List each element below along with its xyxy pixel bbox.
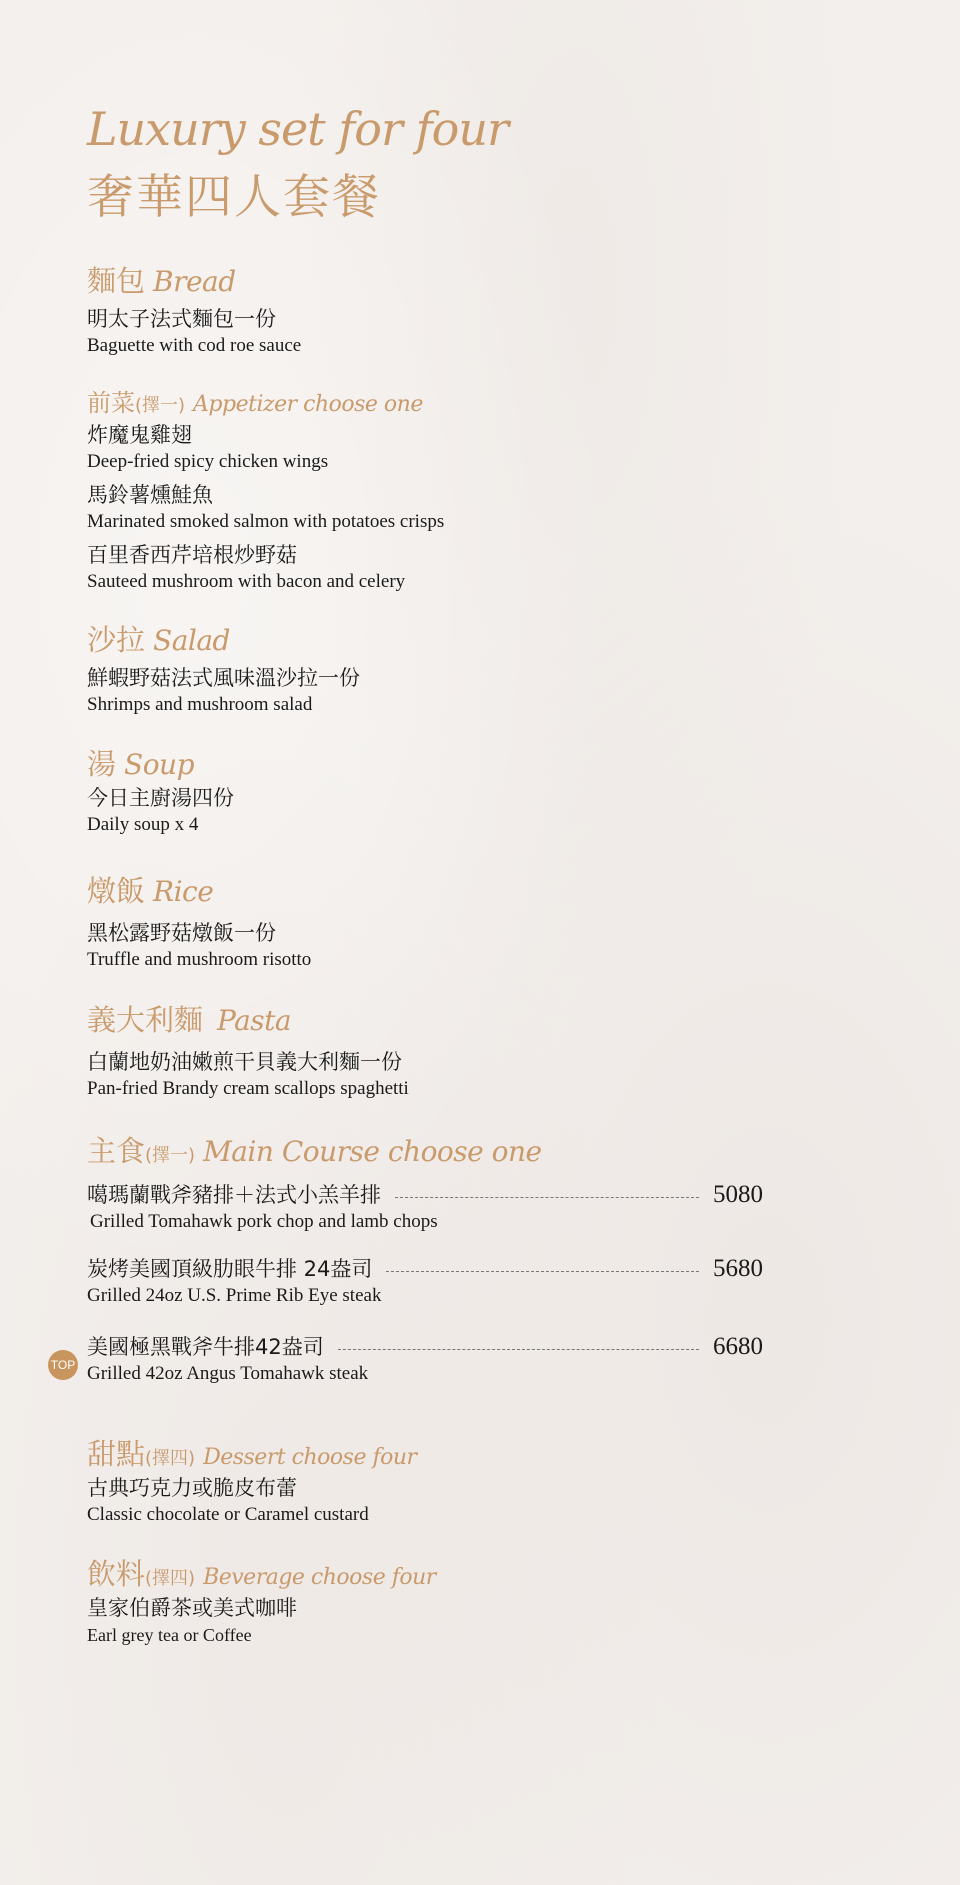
- item-name-zh: 噶瑪蘭戰斧豬排＋法式小羔羊排: [87, 1183, 381, 1207]
- item-name-zh: 鮮蝦野菇法式風味溫沙拉一份: [87, 666, 360, 690]
- top-badge: TOP: [48, 1350, 78, 1380]
- item-name-en: Grilled 24oz U.S. Prime Rib Eye steak: [87, 1285, 382, 1306]
- dotted-leader: [338, 1349, 699, 1350]
- section-bread: [87, 259, 301, 358]
- section-note: (擇四): [145, 1448, 196, 1469]
- item-name-zh: 白蘭地奶油嫩煎干貝義大利麵一份: [87, 1050, 402, 1074]
- item-price: 5680: [713, 1255, 763, 1282]
- item-name-en: Grilled Tomahawk pork chop and lamb chops: [90, 1211, 438, 1232]
- section-title-en: Appetizer choose one: [193, 392, 423, 417]
- menu-item: [87, 1254, 763, 1308]
- item-name-en: Classic chocolate or Caramel custard: [87, 1504, 369, 1525]
- item-name-zh: 今日主廚湯四份: [87, 786, 234, 810]
- item-name-zh: 皇家伯爵茶或美式咖啡: [87, 1596, 297, 1620]
- item-price-row: [87, 1180, 763, 1210]
- item-name-en: Grilled 42oz Angus Tomahawk steak: [87, 1363, 369, 1384]
- section-title-zh: 甜點: [87, 1437, 146, 1471]
- section-title-en: Dessert choose four: [203, 1445, 417, 1470]
- section-header: [87, 1432, 417, 1473]
- section-beverage: [87, 1552, 436, 1647]
- section-title-en: Pasta: [217, 1004, 292, 1037]
- dotted-leader: [395, 1197, 699, 1198]
- menu-item: [87, 304, 301, 358]
- section-title-zh: 沙拉: [87, 623, 146, 657]
- section-header: [87, 998, 409, 1039]
- menu-item: [87, 1180, 763, 1234]
- item-name-en: Baguette with cod roe sauce: [87, 335, 302, 356]
- item-name-zh: 炭烤美國頂級肋眼牛排 24盎司: [87, 1257, 373, 1281]
- item-name-zh: 古典巧克力或脆皮布蕾: [87, 1476, 297, 1500]
- section-title-zh: 燉飯: [87, 874, 146, 908]
- section-title-en: Soup: [124, 748, 195, 781]
- section-title-en: Rice: [153, 875, 214, 908]
- section-header: [87, 383, 444, 418]
- item-price: 5080: [713, 1181, 763, 1208]
- item-name-zh: 炸魔鬼雞翅: [87, 423, 192, 447]
- section-note: (擇一): [145, 1145, 196, 1166]
- item-name-en: Truffle and mushroom risotto: [87, 949, 312, 970]
- item-name-en: Pan-fried Brandy cream scallops spaghetti: [87, 1078, 409, 1099]
- section-soup: [87, 742, 234, 837]
- item-name-en: Marinated smoked salmon with potatoes crisps: [87, 511, 445, 532]
- section-title-en: Salad: [153, 624, 230, 657]
- menu-item: [87, 1047, 409, 1101]
- section-note: (擇一): [135, 395, 186, 416]
- item-name-en: Daily soup x 4: [87, 814, 199, 835]
- section-header: [87, 869, 311, 910]
- section-title-zh: 義大利麵: [87, 1003, 204, 1037]
- menu-item: [87, 420, 444, 474]
- section-title-zh: 飲料: [87, 1557, 146, 1591]
- section-header: [87, 1552, 436, 1593]
- item-name-en: Deep-fried spicy chicken wings: [87, 451, 329, 472]
- section-header: [87, 259, 301, 300]
- item-name-zh: 百里香西芹培根炒野菇: [87, 543, 297, 567]
- menu-item: [87, 918, 311, 972]
- menu-item: [87, 1593, 436, 1647]
- item-name-zh: 黑松露野菇燉飯一份: [87, 921, 276, 945]
- section-pasta: [87, 998, 409, 1101]
- section-title-zh: 前菜: [87, 389, 135, 417]
- item-price-row: [87, 1332, 763, 1362]
- section-salad: [87, 618, 360, 717]
- item-price-row: [87, 1254, 763, 1284]
- section-header: [87, 618, 360, 659]
- section-rice: [87, 869, 311, 972]
- item-name-en: Shrimps and mushroom salad: [87, 694, 313, 715]
- item-name-zh: 明太子法式麵包一份: [87, 307, 276, 331]
- item-price: 6680: [713, 1333, 763, 1360]
- dotted-leader: [386, 1271, 699, 1272]
- section-title-zh: 湯: [87, 747, 117, 781]
- section-header: [87, 1129, 763, 1170]
- section-main-course: [87, 1129, 763, 1386]
- section-header: [87, 742, 234, 783]
- section-title-en: Main Course choose one: [203, 1135, 542, 1168]
- menu-item: [87, 540, 444, 594]
- menu-item: [87, 1473, 417, 1527]
- item-name-zh: 美國極黑戰斧牛排42盎司: [87, 1335, 324, 1359]
- section-title-zh: 麵包: [87, 264, 146, 298]
- section-dessert: [87, 1432, 417, 1527]
- item-name-zh: 馬鈴薯燻鮭魚: [87, 483, 213, 507]
- section-note: (擇四): [145, 1568, 196, 1589]
- section-appetizer: [87, 383, 444, 594]
- item-name-en: Sauteed mushroom with bacon and celery: [87, 571, 406, 592]
- section-title-en: Bread: [153, 265, 236, 298]
- section-title-en: Beverage choose four: [203, 1565, 436, 1590]
- menu-item: [87, 783, 234, 837]
- item-name-en: Earl grey tea or Coffee: [87, 1625, 252, 1645]
- menu-item: [87, 480, 444, 534]
- menu-title-zh: 奢華四人套餐: [87, 170, 381, 225]
- section-title-zh: 主食: [87, 1134, 146, 1168]
- menu-item: [87, 1332, 763, 1386]
- menu-item: [87, 663, 360, 717]
- menu-title-en: Luxury set for four: [87, 102, 508, 156]
